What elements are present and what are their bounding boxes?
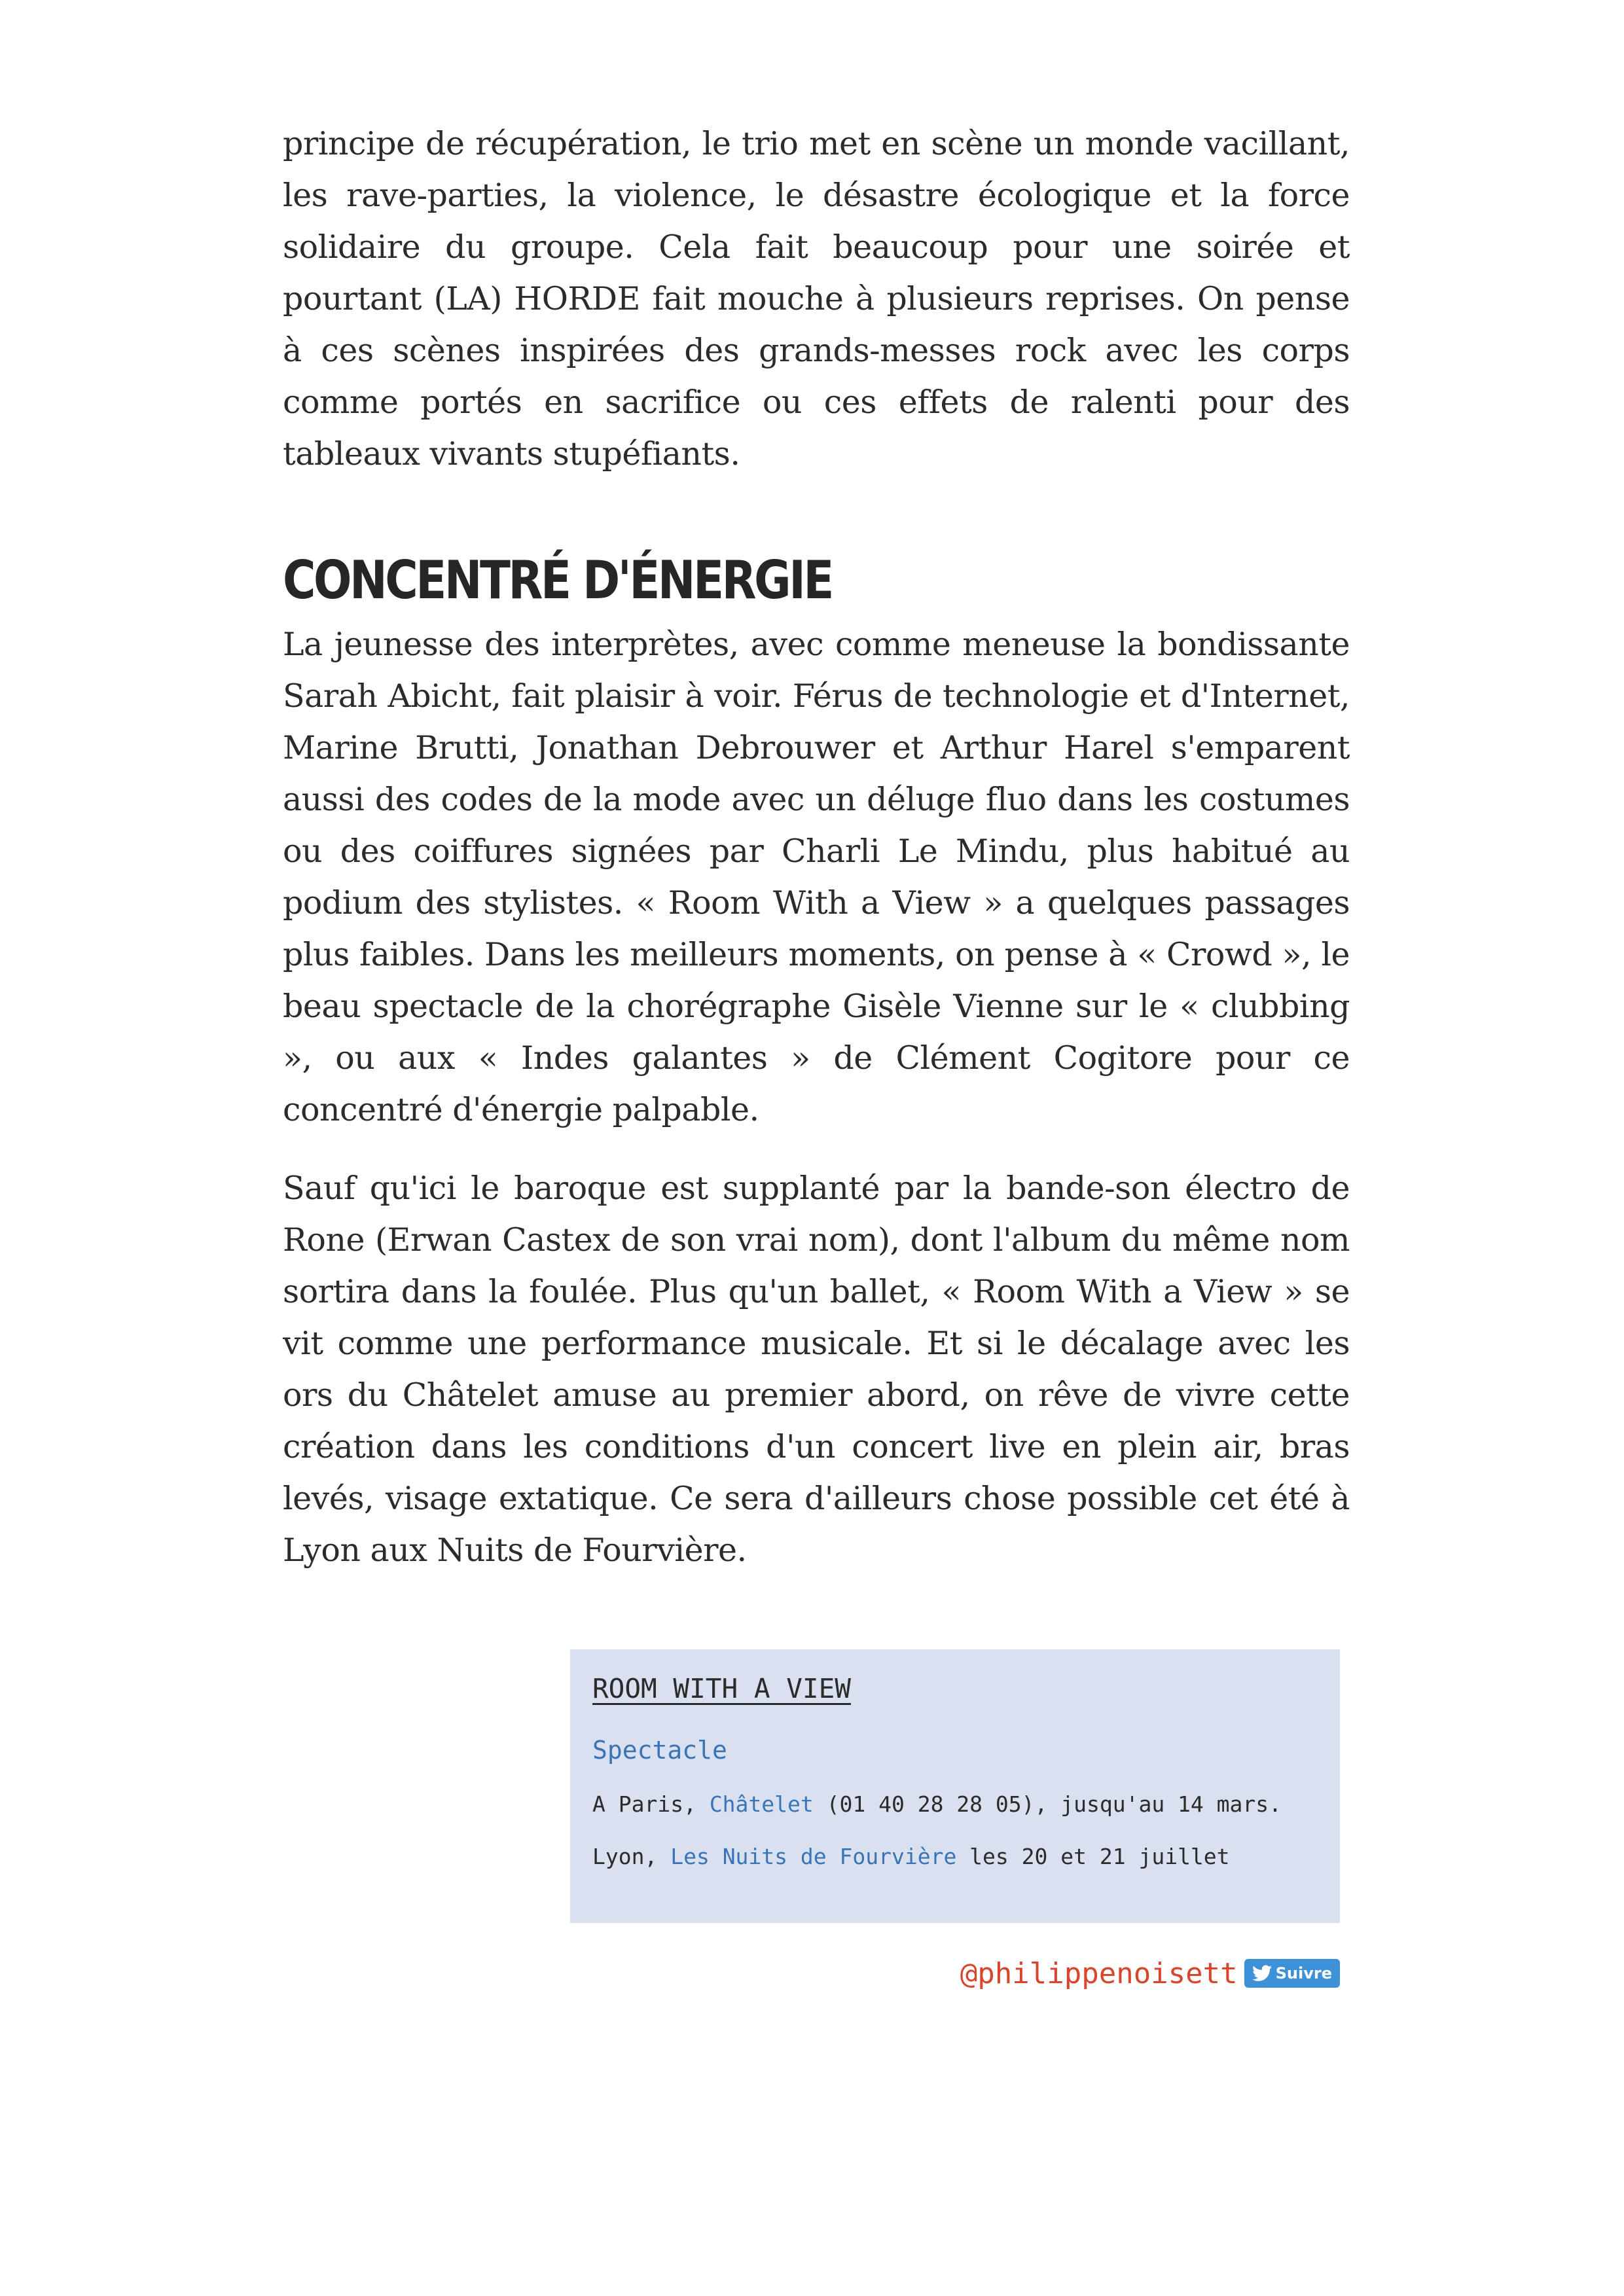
paragraph-intro: principe de récupération, le trio met en scène un monde vacillant, les rave-parties, la violence, le désastre écologique et la force solidaire du groupe. Cela fait beaucoup pour une soirée et pourtant (LA) HORDE fait mouche à plusieurs reprises. On pense à ces scènes inspirées des grands-messes rock avec les corps comme portés en sacrifice ou ces effets de ralenti pour des tableaux vivants stupéfiants. bbox=[283, 125, 1350, 473]
lyon-dates bbox=[592, 1840, 1318, 1873]
author-follow bbox=[960, 1954, 1340, 1993]
lyon-suffix: les 20 et 21 juillet bbox=[956, 1844, 1230, 1869]
paragraph-baroque: Sauf qu'ici le baroque est supplanté par la bande-son électro de Rone (Erwan Castex de son vrai nom), dont l'album du même nom sortira dans la foulée. Plus qu'un ballet, « Room With a View » se vit comme une performance musicale. Et si le décalage avec les ors du Châtelet amuse au premier abord, on rêve de vivre cette création dans les conditions d'un concert live en plein air, bras levés, visage extatique. Ce sera d'ailleurs chose possible cet été à Lyon aux Nuits de Fourvière. bbox=[283, 1170, 1350, 1569]
paragraph-youth: La jeunesse des interprètes, avec comme meneuse la bondissante Sarah Abicht, fait plaisir à voir. Férus de technologie et d'Internet, Marine Brutti, Jonathan Debrouwer et Arthur Harel s'emparent aussi des codes de la mode avec un déluge fluo dans les costumes ou des coiffures signées par Charli Le Mindu, plus habitué au podium des stylistes. « Room With a View » a quelques passages plus faibles. Dans les meilleurs moments, on pense à « Crowd », le beau spectacle de la chorégraphe Gisèle Vienne sur le « clubbing », ou aux « Indes galantes » de Clément Cogitore pour ce concentré d'énergie palpable. bbox=[283, 626, 1350, 1128]
section-heading: CONCENTRÉ D'ÉNERGIE bbox=[283, 550, 832, 611]
follow-label: Suivre bbox=[1275, 1964, 1332, 1982]
article-body bbox=[283, 118, 1350, 1576]
twitter-bird-icon bbox=[1252, 1965, 1272, 1982]
lyon-prefix: Lyon, bbox=[592, 1844, 671, 1869]
paris-suffix: (01 40 28 28 05), jusqu'au 14 mars. bbox=[813, 1791, 1282, 1817]
paris-prefix: A Paris, bbox=[592, 1791, 710, 1817]
show-info-box bbox=[570, 1649, 1340, 1923]
twitter-follow-button[interactable] bbox=[1244, 1959, 1340, 1988]
show-category: Spectacle bbox=[592, 1736, 727, 1765]
chatelet-link[interactable]: Châtelet bbox=[709, 1791, 814, 1817]
show-title: ROOM WITH A VIEW bbox=[592, 1673, 851, 1704]
fourviere-link[interactable]: Les Nuits de Fourvière bbox=[670, 1844, 957, 1869]
paris-dates bbox=[592, 1788, 1318, 1821]
author-handle-link[interactable]: @philippenoisett bbox=[960, 1956, 1238, 1990]
